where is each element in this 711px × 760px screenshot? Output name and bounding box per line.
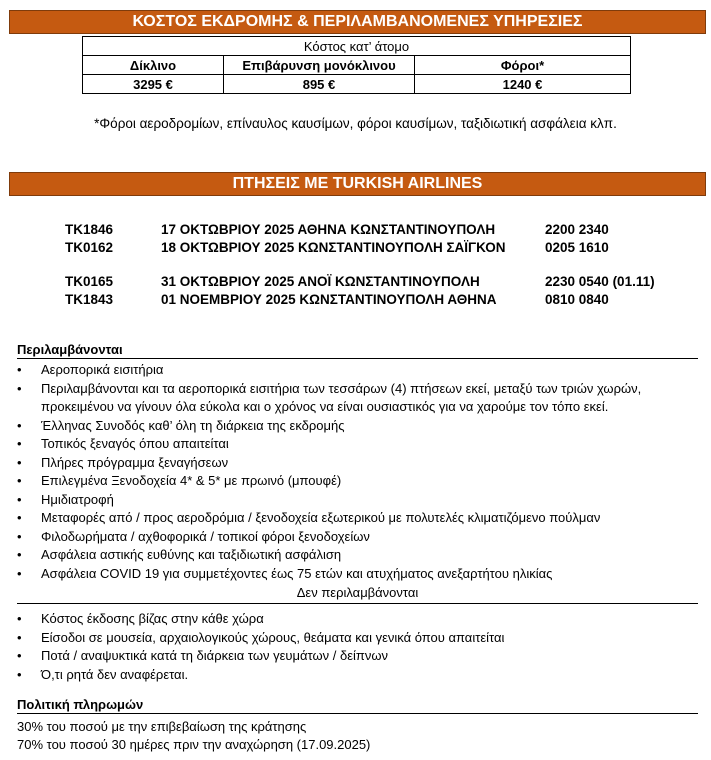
flights-list [65,222,655,310]
flights-section-banner: ΠΤΗΣΕΙΣ ΜΕ TURKISH AIRLINES [9,172,706,196]
list-item-text: Ασφάλεια αστικής ευθύνης και ταξιδιωτική ασφάλιση [41,547,342,562]
header-taxes: Φόροι* [415,56,631,75]
list-item-text: Επιλεγμένα Ξενοδοχεία 4* & 5* με πρωινό (μπουφέ) [41,473,342,488]
list-item [17,509,698,528]
list-item-text: Φιλοδωρήματα / αχθοφορικά / τοπικοί φόροι ξενοδοχείων [41,528,370,544]
flight-times: 2200 2340 [545,222,609,237]
list-item [17,629,698,648]
list-item [17,610,698,629]
list-item-text: Περιλαμβάνονται και τα αεροπορικά εισιτήρια των τεσσάρων (4) πτήσεων εκεί, μεταξύ των τριών χωρών, προκειμένου να γίνουν όλα εύκολα και ο χρόνος να είναι ουσιαστικός για να χαρούμε τον τόπο εκεί. [41,380,642,414]
list-item-text: Ποτά / αναψυκτικά κατά τη διάρκεια των γευμάτων / δείπνων [41,648,388,663]
list-item [17,528,698,547]
header-single-supplement: Επιβάρυνση μονόκλινου [224,56,415,75]
not-included-title: Δεν περιλαμβάνονται [17,585,698,604]
value-double-room: 3295 € [83,75,224,94]
list-item [17,647,698,666]
list-item-text: Πλήρες πρόγραμμα ξεναγήσεων [41,454,229,470]
flight-route: 31 ΟΚΤΩΒΡΙΟΥ 2025 ΑΝΟΪ ΚΩΝΣΤΑΝΤΙΝΟΥΠΟΛΗ [161,274,480,289]
payment-title: Πολιτική πληρωμών [17,697,698,714]
value-single-supplement: 895 € [224,75,415,94]
payment-line-balance: 70% του ποσού 30 ημέρες πριν την αναχώρηση (17.09.2025) [17,737,371,752]
bullet-icon: • [17,648,22,663]
bullet-icon: • [17,565,22,581]
flight-route: 17 ΟΚΤΩΒΡΙΟΥ 2025 ΑΘΗΝΑ ΚΩΝΣΤΑΝΤΙΝΟΥΠΟΛΗ [161,222,496,237]
list-item [17,565,698,584]
list-item [17,546,698,565]
bullet-icon: • [17,362,22,377]
list-item-text: Έλληνας Συνοδός καθ’ όλη τη διάρκεια της εκδρομής [41,417,345,433]
list-item-text: Μεταφορές από / προς αεροδρόμια / ξενοδοχεία εξωτερικού με πολυτελές κλιματιζόμενο πούλμαν [41,510,601,525]
list-item [17,472,698,491]
list-item [17,417,698,436]
bullet-icon: • [17,491,22,507]
flight-times: 2230 0540 (01.11) [545,274,655,289]
bullet-icon: • [17,510,22,525]
flight-route: 18 ΟΚΤΩΒΡΙΟΥ 2025 ΚΩΝΣΤΑΝΤΙΝΟΥΠΟΛΗ ΣΑΪΓΚΟΝ [161,240,506,255]
payment-line-deposit: 30% του ποσού με την επιβεβαίωση της κράτησης [17,719,307,734]
flight-code: TK1846 [65,222,114,237]
flight-row [65,222,655,240]
bullet-icon: • [17,547,22,562]
cost-table [82,36,631,94]
list-item-text: Ασφάλεια COVID 19 για συμμετέχοντες έως 75 ετών και ατυχήματος ανεξαρτήτου ηλικίας [41,565,553,581]
list-item-text: Ό,τι ρητά δεν αναφέρεται. [41,666,189,682]
bullet-icon: • [17,666,22,682]
flight-row [65,274,655,292]
list-item [17,435,698,454]
list-item-text: Τοπικός ξεναγός όπου απαιτείται [41,436,229,451]
bullet-icon: • [17,417,22,433]
bullet-icon: • [17,454,22,470]
flight-row [65,240,655,258]
list-item [17,361,698,380]
list-item-text: Είσοδοι σε μουσεία, αρχαιολογικούς χώρους, θεάματα και γενικά όπου απαιτείται [41,629,505,645]
list-item-text: Αεροπορικά εισιτήρια [41,362,164,377]
flight-code: TK1843 [65,292,114,307]
tax-footnote: *Φόροι αεροδρομίων, επίναυλος καυσίμων, φόροι καυσίμων, ταξιδιωτική ασφάλεια κλπ. [94,116,617,131]
flight-code: TK0165 [65,274,114,289]
bullet-icon: • [17,629,22,645]
list-item [17,380,698,417]
cost-section-banner: ΚΟΣΤΟΣ ΕΚΔΡΟΜΗΣ & ΠΕΡΙΛΑΜΒΑΝΟΜΕΝΕΣ ΥΠΗΡΕΣΙΕΣ [9,10,706,34]
value-taxes: 1240 € [415,75,631,94]
flight-row [65,292,655,310]
list-item [17,666,698,685]
flight-times: 0205 1610 [545,240,609,255]
included-title: Περιλαμβάνονται [17,342,698,359]
flight-times: 0810 0840 [545,292,609,307]
header-double-room: Δίκλινο [83,56,224,75]
cost-table-caption: Κόστος κατ’ άτομο [83,37,631,56]
not-included-list [17,610,698,684]
flight-code: TK0162 [65,240,114,255]
list-item-text: Ημιδιατροφή [41,491,114,507]
included-list [17,361,698,583]
list-item [17,454,698,473]
bullet-icon: • [17,380,22,396]
bullet-icon: • [17,473,22,488]
list-item-text: Κόστος έκδοσης βίζας στην κάθε χώρα [41,611,264,626]
bullet-icon: • [17,436,22,451]
bullet-icon: • [17,528,22,544]
list-item [17,491,698,510]
flight-route: 01 ΝΟΕΜΒΡΙΟΥ 2025 ΚΩΝΣΤΑΝΤΙΝΟΥΠΟΛΗ ΑΘΗΝΑ [161,292,497,307]
bullet-icon: • [17,611,22,626]
